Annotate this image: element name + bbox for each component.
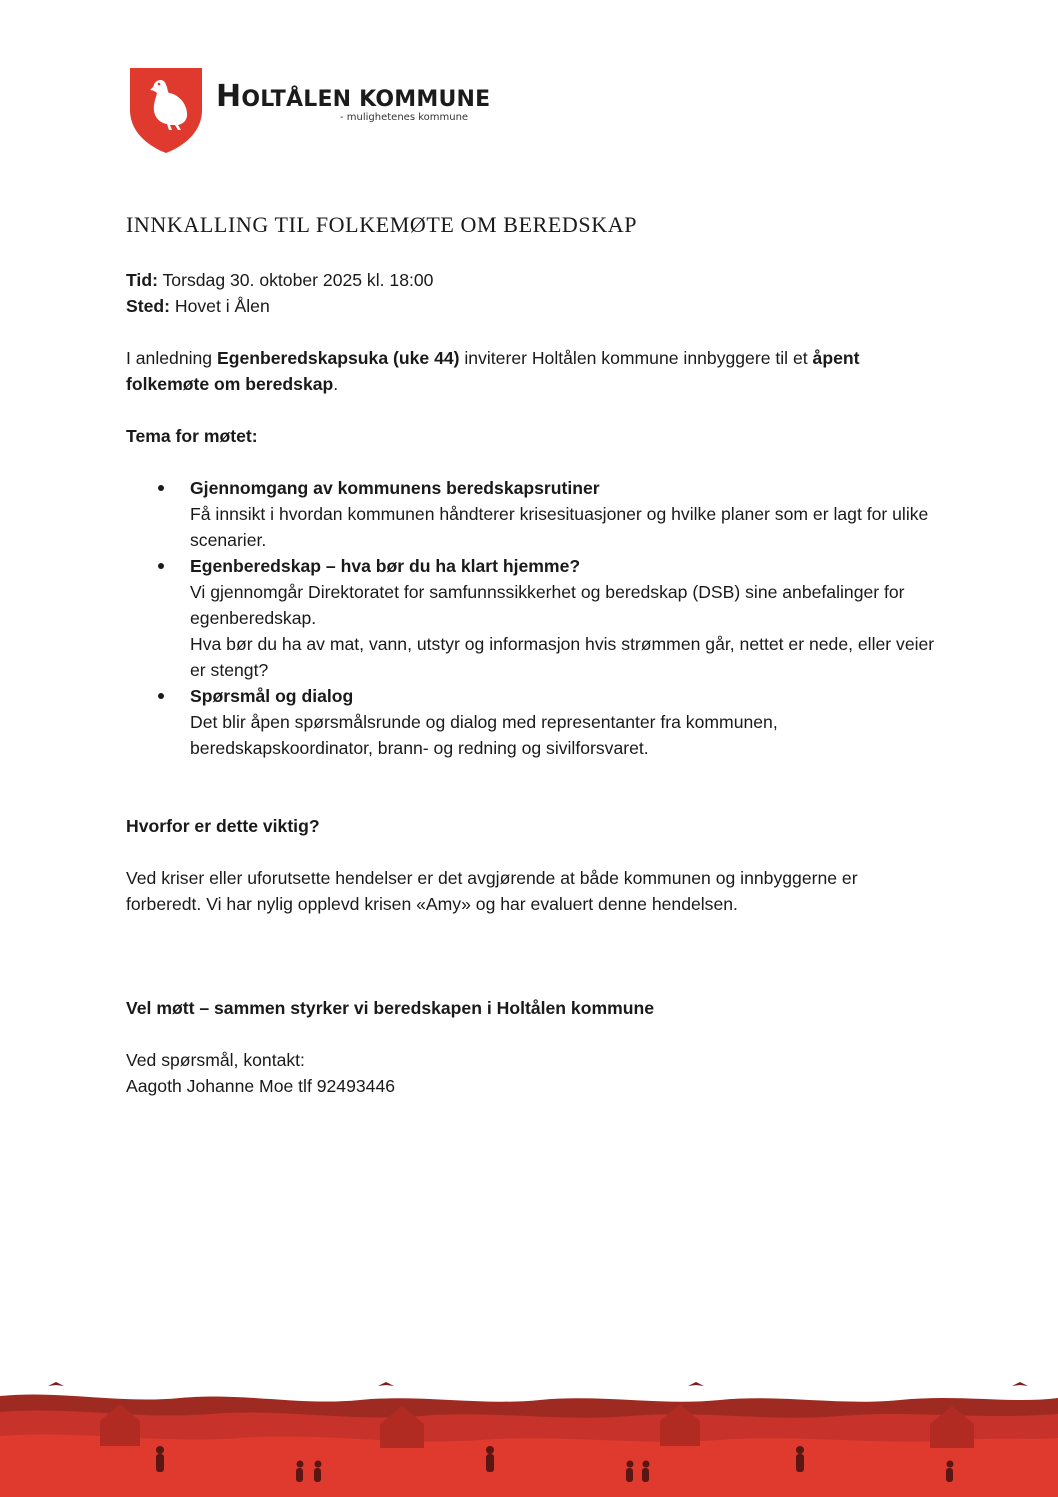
intro-paragraph [126,345,936,397]
topic-text: Vi gjennomgår Direktoratet for samfunnssikkerhet og beredskap (DSB) sine anbefalinger for egenberedskap. [190,582,905,628]
why-heading-text: Hvorfor er dette viktig? [126,816,320,836]
topic-title: Spørsmål og dialog [190,686,354,706]
time-label: Tid: [126,270,158,290]
municipality-logo [128,66,491,156]
topic-title: Egenberedskap – hva bør du ha klart hjemme? [190,556,581,576]
topic-text: Det blir åpen spørsmålsrunde og dialog med representanter fra kommunen, beredskapskoordinator, brann- og redning og sivilforsvaret. [190,712,778,758]
topics-list [126,475,936,761]
intro-text-1: I anledning [126,348,217,368]
intro-text-2: inviterer Holtålen kommune innbyggere til et [459,348,813,368]
grouse-shield-icon [128,66,204,154]
document-title: INNKALLING TIL FOLKEMØTE OM BEREDSKAP [126,212,638,237]
topic-title: Gjennomgang av kommunens beredskapsrutiner [190,478,600,498]
place-value: Hovet i Ålen [169,296,270,316]
contact-label: Ved spørsmål, kontakt: [126,1050,305,1070]
list-item [190,475,936,553]
list-item [190,683,936,761]
topic-text-extra: Hva bør du ha av mat, vann, utstyr og informasjon hvis strømmen går, nettet er nede, eller veier er stengt? [190,634,935,680]
time-value: Torsdag 30. oktober 2025 kl. 18:00 [157,270,434,290]
place-label: Sted: [126,296,170,316]
intro-bold-1: Egenberedskapsuka (uke 44) [216,348,460,368]
why-paragraph: Ved kriser eller uforutsette hendelser er det avgjørende at både kommunen og innbyggerne er forberedt. Vi har nylig opplevd krisen «Amy» og har evaluert denne hendelsen. [126,868,858,914]
village-silhouette-band [0,1376,1058,1497]
time-line [126,267,936,293]
logo-tagline: - mulighetenes kommune [340,112,469,123]
place-line [126,293,936,319]
intro-end: . [333,374,339,394]
intro-bold-2: åpent folkemøte om beredskap [126,348,860,394]
closing-text: Vel møtt – sammen styrker vi beredskapen i Holtålen kommune [126,998,655,1018]
document-body [126,210,936,1099]
why-heading [126,813,936,839]
logo-wordmark: HOLTÅLEN KOMMUNE [216,79,491,114]
contact-person: Aagoth Johanne Moe tlf 92493446 [126,1076,396,1096]
topic-text: Få innsikt i hvordan kommunen håndterer krisesituasjoner og hvilke planer som er lagt for ulike scenarier. [190,504,929,550]
topics-heading-text: Tema for møtet: [126,426,258,446]
list-item [190,553,936,683]
closing-line [126,995,936,1021]
topics-heading [126,423,936,449]
